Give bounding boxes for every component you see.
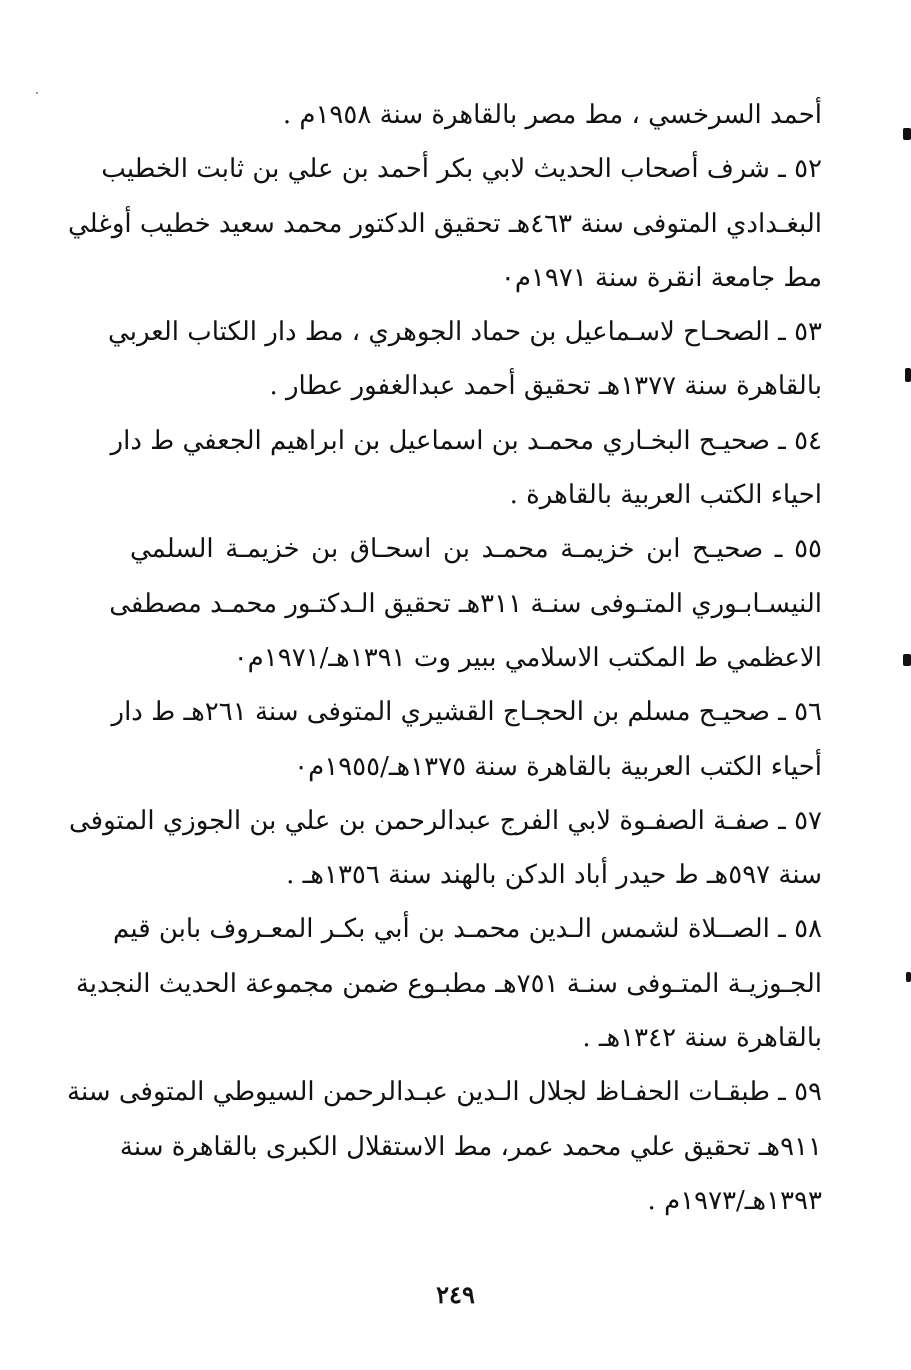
entry-56-line-2: أحياء الكتب العربية بالقاهرة سنة ١٣٧٥هـ/١٩٥٥م٠: [294, 751, 822, 782]
binding-edge-mark: [903, 654, 911, 666]
binding-edge-mark: [906, 972, 911, 982]
entry-55-line-1: ٥٥ ـ صحيـح ابن خزيمـة محمـد بن اسحـاق بن خزيمـة السلمي: [130, 534, 822, 565]
binding-edge-mark: [905, 368, 911, 382]
entry-53-line-2: بالقاهرة سنة ١٣٧٧هـ تحقيق أحمد عبدالغفور عطار .: [269, 371, 822, 402]
page-number: ٢٤٩: [436, 1280, 475, 1309]
entry-59-line-3: ١٣٩٣هـ/١٩٧٣م .: [647, 1185, 822, 1216]
text-line: أحمد السرخسي ، مط مصر بالقاهرة سنة ١٩٥٨م .: [282, 100, 822, 130]
entry-58-line-3: بالقاهرة سنة ١٣٤٢هـ .: [582, 1023, 822, 1054]
entry-52-line-1: ٥٢ ـ شرف أصحاب الحديث لابي بكر أحمد بن علي بن ثابت الخطيب: [101, 154, 822, 185]
entry-58-line-1: ٥٨ ـ الصــلاة لشمس الـدين محمـد بن أبي بكـر المعـروف بابن قيم: [113, 914, 822, 945]
entry-55-line-3: الاعظمي ط المكتب الاسلامي ببير وت ١٣٩١هـ/١٩٧١م٠: [233, 642, 822, 673]
entry-57-line-2: سنة ٥٩٧هـ ط حيدر أباد الدكن بالهند سنة ١٣٥٦هـ .: [286, 860, 822, 891]
entry-55-line-2: النيسـابـوري المتـوفى سنـة ٣١١هـ تحقيق الـدكتـور محمـد مصطفى: [109, 588, 822, 619]
entry-57-line-1: ٥٧ ـ صفـة الصفـوة لابي الفرج عبدالرحمن بن علي بن الجوزي المتوفى: [69, 805, 822, 836]
entry-59-line-1: ٥٩ ـ طبقـات الحفـاظ لجلال الـدين عبـدالرحمن السيوطي المتوفى سنة: [67, 1077, 822, 1108]
entry-54-line-2: احياء الكتب العربية بالقاهرة .: [509, 480, 822, 511]
entry-59-line-2: ٩١١هـ تحقيق علي محمد عمر، مط الاستقلال الكبرى بالقاهرة سنة: [119, 1131, 822, 1162]
entry-56-line-1: ٥٦ ـ صحيـح مسلم بن الحجـاج القشيري المتوفى سنة ٢٦١هـ ط دار: [111, 697, 822, 728]
binding-edge-mark: [903, 128, 911, 140]
entry-53-line-1: ٥٣ ـ الصحـاح لاسـماعيل بن حماد الجوهري ، مط دار الكتاب العربي: [108, 317, 822, 348]
scan-speck: [36, 92, 38, 94]
entry-54-line-1: ٥٤ ـ صحيـح البخـاري محمـد بن اسماعيل بن ابراهيم الجعفي ط دار: [110, 425, 822, 456]
entry-52-line-2: البغـدادي المتوفى سنة ٤٦٣هـ تحقيق الدكتور محمد سعيد خطيب أوغلي: [67, 208, 822, 239]
entry-58-line-2: الجـوزيـة المتـوفى سنـة ٧٥١هـ مطبـوع ضمن مجموعة الحديث النجدية: [75, 968, 822, 999]
bibliography-text: [67, 88, 822, 1228]
entry-52-line-3: مط جامعة انقرة سنة ١٩٧١م٠: [500, 262, 822, 293]
